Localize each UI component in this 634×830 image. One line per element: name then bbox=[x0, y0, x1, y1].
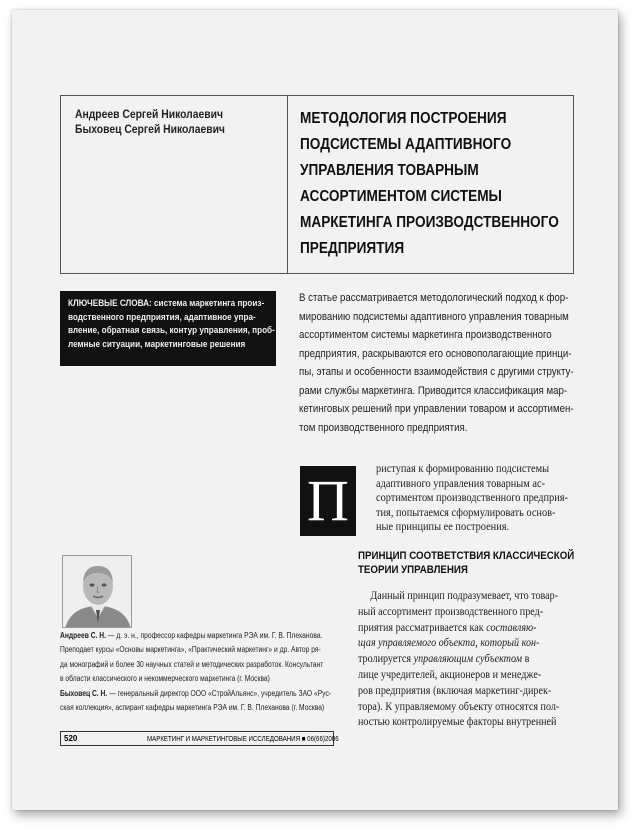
abstract-line: мированию подсистемы адаптивного управления товарным bbox=[299, 310, 569, 323]
author-name: Андреев Сергей Николаевич bbox=[75, 109, 223, 121]
intro-line: адаптивного управления товарным ас- bbox=[376, 477, 546, 490]
article-header bbox=[60, 95, 574, 274]
body-line bbox=[358, 636, 550, 652]
body-line: Данный принцип подразумевает, что товар- bbox=[370, 590, 559, 602]
keywords-line: лемные ситуации, маркетинговые решения bbox=[68, 338, 246, 350]
title-line: МЕТОДОЛОГИЯ ПОСТРОЕНИЯ bbox=[300, 110, 507, 127]
body-line-text: тролируется bbox=[358, 653, 414, 666]
author-bio bbox=[60, 629, 340, 715]
title-line: УПРАВЛЕНИЯ ТОВАРНЫМ bbox=[300, 162, 479, 179]
italic-term: управляющим субъектом bbox=[413, 653, 523, 666]
body-line: ный ассортимент производственного пред- bbox=[358, 605, 544, 618]
intro-line: сортиментом производственного предприя- bbox=[376, 492, 568, 504]
keywords-line: КЛЮЧЕВЫЕ СЛОВА: система маркетинга произ- bbox=[68, 298, 265, 309]
body-line bbox=[358, 652, 550, 668]
drop-cap: П bbox=[300, 466, 356, 536]
intro-line: тия, попытаемся сформулировать основ- bbox=[376, 506, 556, 519]
author-name: Быховец Сергей Николаевич bbox=[75, 124, 225, 136]
page-number: 520 bbox=[64, 734, 78, 743]
keywords-box bbox=[60, 291, 276, 366]
title-line: ПОДСИСТЕМЫ АДАПТИВНОГО bbox=[300, 136, 512, 153]
header-divider bbox=[287, 96, 288, 273]
abstract-line: ассортиментом системы маркетинга производственного bbox=[299, 329, 552, 341]
abstract-line: предприятия, раскрываются его основополагающие принци- bbox=[299, 347, 572, 360]
abstract-line: том производственного предприятия. bbox=[299, 421, 468, 434]
heading-line: ПРИНЦИП СООТВЕТСТВИЯ КЛАССИЧЕСКОЙ bbox=[358, 550, 575, 562]
page-footer bbox=[60, 731, 339, 746]
intro-line: риступая к формированию подсистемы bbox=[376, 463, 550, 475]
bio-line bbox=[60, 687, 332, 701]
abstract-line: пы, этапы и особенности взаимодействия с другими структу- bbox=[299, 366, 574, 378]
bio-name: Андреев С. Н. bbox=[60, 631, 106, 640]
body-paragraph bbox=[358, 589, 576, 731]
bio-line bbox=[60, 629, 323, 643]
body-line: ностью контролируемые факторы внутренней bbox=[358, 716, 557, 729]
keywords-line: вление, обратная связь, контур управления, проб- bbox=[68, 325, 275, 336]
bio-line: да монографий и более 30 научных статей и методических разработок. Консультант bbox=[60, 659, 324, 669]
bio-name: Быховец С. Н. bbox=[60, 688, 108, 698]
abstract-line: В статье рассматривается методологический подход к фор- bbox=[299, 292, 569, 304]
journal-name: МАРКЕТИНГ И МАРКЕТИНГОВЫЕ ИССЛЕДОВАНИЯ ■ 06(66)2006 bbox=[147, 734, 339, 743]
italic-term: составляю- bbox=[486, 621, 537, 634]
author-names bbox=[75, 108, 225, 138]
intro-paragraph bbox=[376, 462, 576, 535]
journal-page bbox=[12, 10, 618, 810]
bio-text: — д. э. н., профессор кафедры маркетинга РЭА им. Г. В. Плеханова. bbox=[105, 631, 323, 640]
bio-line: Преподает курсы «Основы маркетинга», «Практический маркетинг» и др. Автор ря- bbox=[60, 645, 321, 655]
body-line-text: приятия рассматривается как bbox=[358, 621, 487, 634]
author-photo bbox=[62, 555, 132, 628]
keywords-line: водственного предприятия, адаптивное упра- bbox=[68, 311, 256, 323]
body-line: тора). К управляемому объекту относятся пол- bbox=[358, 700, 560, 713]
bio-text: — генеральный директор ООО «СтройАльянс», учредитель ЗАО «Рус- bbox=[107, 688, 332, 698]
body-line: ров предприятия (включая маркетинг-дирек- bbox=[358, 684, 552, 697]
intro-line: ные принципы ее построения. bbox=[376, 521, 510, 533]
body-line bbox=[358, 621, 550, 637]
body-line: лице учредителей, акционеров и менеджe- bbox=[358, 668, 542, 681]
abstract-line: рами службы маркетинга. Приводится классификация мар- bbox=[299, 384, 568, 397]
bio-line: ская коллекция», аспирант кафедры маркетинга РЭА им. Г. В. Плеханова (г. Москва) bbox=[60, 703, 325, 713]
body-line-tail: в bbox=[522, 653, 530, 666]
section-heading bbox=[358, 550, 578, 577]
abstract bbox=[299, 289, 575, 437]
abstract-line: кетинговых решений при управлении товаром и ассортимен- bbox=[299, 403, 574, 415]
article-title bbox=[300, 106, 559, 262]
title-line: ПРЕДПРИЯТИЯ bbox=[300, 240, 405, 257]
bio-line: в области классического и некоммерческого маркетинга (г. Москва) bbox=[60, 674, 270, 684]
title-line: МАРКЕТИНГА ПРОИЗВОДСТВЕННОГО bbox=[300, 214, 559, 231]
heading-line: ТЕОРИИ УПРАВЛЕНИЯ bbox=[358, 563, 468, 576]
author-portrait-icon bbox=[63, 556, 132, 628]
title-line: АССОРТИМЕНТОМ СИСТЕМЫ bbox=[300, 188, 502, 205]
italic-term-cont: щая управляемого объекта, который кон- bbox=[358, 637, 540, 650]
